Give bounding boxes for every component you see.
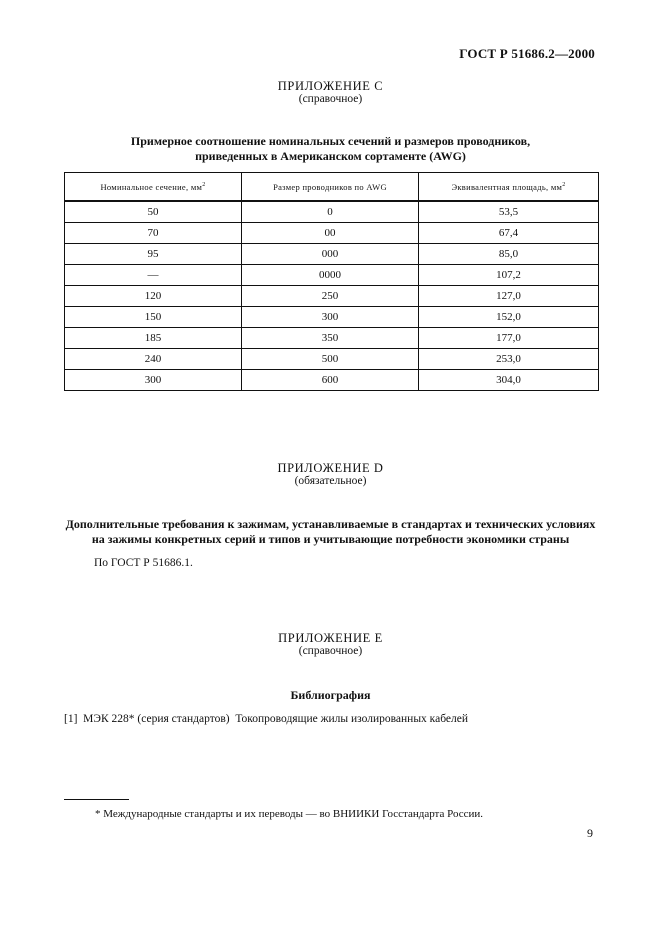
table-cell: 177,0 <box>419 328 599 349</box>
table-cell: 95 <box>65 244 242 265</box>
table-cell: 120 <box>65 286 242 307</box>
bibliography-reference: [1] МЭК 228* (серия стандартов) Токопроводящие жилы изолированных кабелей <box>64 713 468 725</box>
col-header-equivalent-area: Эквивалентная площадь, $мм^2$ <box>419 173 599 202</box>
table-cell: 304,0 <box>419 370 599 391</box>
footnote-separator <box>64 799 129 800</box>
table-cell: 253,0 <box>419 349 599 370</box>
table-cell: 185 <box>65 328 242 349</box>
table-row <box>65 223 599 244</box>
table-row <box>65 328 599 349</box>
bibliography-heading: Библиография <box>290 688 371 702</box>
appendix-d-text: По ГОСТ Р 51686.1. <box>94 557 193 569</box>
appendix-d-heading-line1: Дополнительные требования к зажимам, устанавливаемые в стандартах и технических условиях <box>65 517 596 531</box>
table-cell: 250 <box>242 286 419 307</box>
table-cell: — <box>65 265 242 286</box>
footnote-text: * Международные стандарты и их переводы — во ВНИИКИ Госстандарта России. <box>95 808 484 820</box>
table-cell: 107,2 <box>419 265 599 286</box>
col-header-awg-size: Размер проводников по AWG <box>242 173 419 202</box>
awg-table <box>64 172 599 391</box>
document-id-header: ГОСТ Р 51686.2—2000 <box>459 46 595 61</box>
appendix-c-heading-line2: приведенных в Американском сортаменте (AWG) <box>195 149 466 163</box>
table-cell: 500 <box>242 349 419 370</box>
appendix-c-heading-line1: Примерное соотношение номинальных сечений и размеров проводников, <box>130 134 531 148</box>
appendix-d-heading-line2: на зажимы конкретных серий и типов и учитывающие потребности экономики страны <box>91 532 570 546</box>
col-header-nominal-section: Номинальное сечение, $мм^2$ <box>65 173 242 202</box>
table-cell: 50 <box>65 201 242 223</box>
table-row <box>65 244 599 265</box>
table-row <box>65 307 599 328</box>
table-cell: 00 <box>242 223 419 244</box>
appendix-d-title: ПРИЛОЖЕНИЕ D <box>277 461 384 475</box>
table-cell: 150 <box>65 307 242 328</box>
table-cell: 127,0 <box>419 286 599 307</box>
appendix-c-subtitle: (справочное) <box>298 93 363 105</box>
table-cell: 70 <box>65 223 242 244</box>
col1-superscript: 2 <box>202 181 206 188</box>
table-row <box>65 201 599 223</box>
table-cell: 300 <box>242 307 419 328</box>
table-cell: 0000 <box>242 265 419 286</box>
appendix-e-title: ПРИЛОЖЕНИЕ Е <box>278 631 383 645</box>
appendix-d-subtitle: (обязательное) <box>294 475 367 487</box>
table-cell: 152,0 <box>419 307 599 328</box>
table-row <box>65 349 599 370</box>
table-cell: 600 <box>242 370 419 391</box>
table-cell: 0 <box>242 201 419 223</box>
col3-superscript: 2 <box>562 181 566 188</box>
table-cell: 240 <box>65 349 242 370</box>
table-cell: 350 <box>242 328 419 349</box>
table-cell: 67,4 <box>419 223 599 244</box>
table-cell: 000 <box>242 244 419 265</box>
table-cell: 53,5 <box>419 201 599 223</box>
appendix-c-title: ПРИЛОЖЕНИЕ С <box>277 79 384 93</box>
page-number: 9 <box>587 826 593 840</box>
table-row <box>65 370 599 391</box>
table-body <box>65 201 599 391</box>
appendix-e-subtitle: (справочное) <box>298 645 363 657</box>
table-cell: 85,0 <box>419 244 599 265</box>
table-cell: 300 <box>65 370 242 391</box>
table-header-row <box>65 173 599 202</box>
table-row <box>65 286 599 307</box>
table-row <box>65 265 599 286</box>
